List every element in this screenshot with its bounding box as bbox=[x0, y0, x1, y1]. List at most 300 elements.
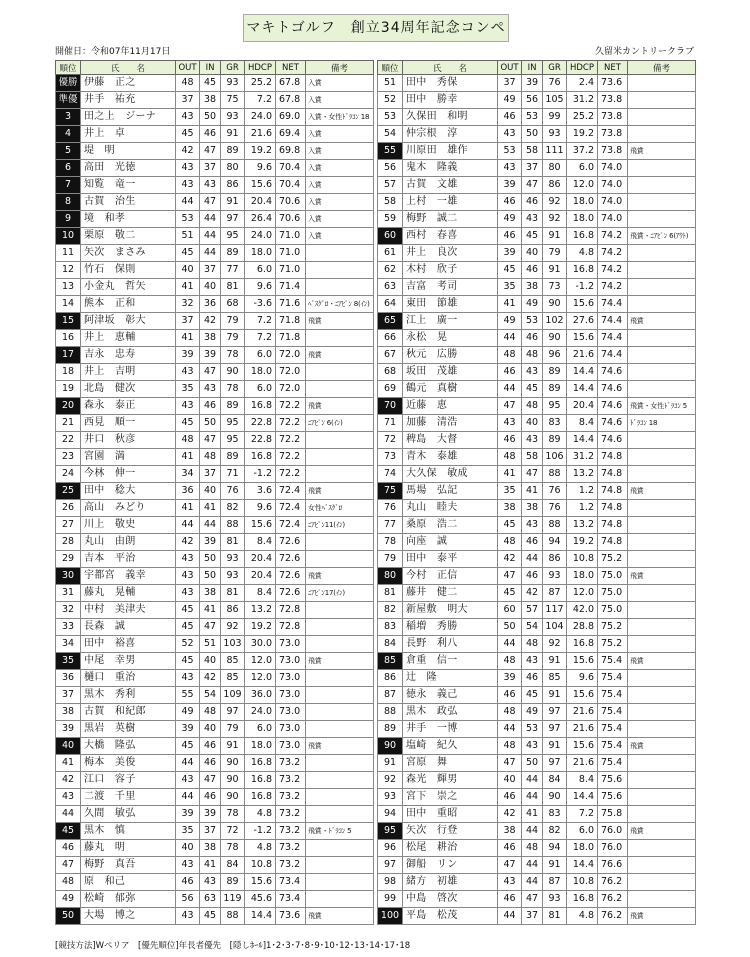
table-row bbox=[56, 653, 374, 670]
table-row bbox=[378, 75, 696, 92]
remarks bbox=[306, 449, 374, 466]
rank-cell: 53 bbox=[378, 109, 403, 126]
handicap: 25.2 bbox=[567, 109, 598, 126]
player-name: 江口 容子 bbox=[81, 772, 176, 789]
remarks: 入賞 bbox=[306, 160, 374, 177]
player-name: 藤井 健二 bbox=[403, 585, 498, 602]
net-score: 74.0 bbox=[598, 160, 628, 177]
rank-cell: 13 bbox=[56, 279, 81, 296]
in-score: 39 bbox=[522, 75, 543, 92]
net-score: 72.6 bbox=[276, 534, 306, 551]
remarks bbox=[306, 636, 374, 653]
out-score: 43 bbox=[176, 908, 200, 925]
handicap: 15.6 bbox=[245, 874, 276, 891]
gross-score: 89 bbox=[543, 364, 567, 381]
rank-cell: 69 bbox=[378, 381, 403, 398]
remarks bbox=[628, 891, 696, 908]
table-row bbox=[378, 483, 696, 500]
player-name: 宇都宮 義幸 bbox=[81, 568, 176, 585]
in-score: 47 bbox=[200, 143, 221, 160]
player-name: 長森 誠 bbox=[81, 619, 176, 636]
rank-cell: 59 bbox=[378, 211, 403, 228]
rank-cell: 33 bbox=[56, 619, 81, 636]
out-score: 44 bbox=[498, 908, 522, 925]
in-score: 46 bbox=[200, 789, 221, 806]
handicap: 15.6 bbox=[567, 687, 598, 704]
out-score: 52 bbox=[176, 636, 200, 653]
out-score: 38 bbox=[498, 500, 522, 517]
net-score: 74.0 bbox=[598, 194, 628, 211]
table-row bbox=[378, 194, 696, 211]
gross-score: 86 bbox=[543, 177, 567, 194]
net-score: 76.2 bbox=[598, 908, 628, 925]
table-row bbox=[56, 211, 374, 228]
rank-cell: 41 bbox=[56, 755, 81, 772]
remarks bbox=[306, 721, 374, 738]
gross-score: 92 bbox=[543, 211, 567, 228]
player-name: 馬場 弘記 bbox=[403, 483, 498, 500]
net-score: 71.6 bbox=[276, 296, 306, 313]
gross-score: 93 bbox=[221, 109, 245, 126]
rank-cell: 44 bbox=[56, 806, 81, 823]
table-row bbox=[378, 500, 696, 517]
rank-cell: 64 bbox=[378, 296, 403, 313]
remarks bbox=[628, 585, 696, 602]
player-name: 古賀 和紀郎 bbox=[81, 704, 176, 721]
in-score: 40 bbox=[200, 483, 221, 500]
gross-score: 87 bbox=[543, 585, 567, 602]
in-score: 48 bbox=[522, 636, 543, 653]
player-name: 樋口 重治 bbox=[81, 670, 176, 687]
remarks: 入賞 bbox=[306, 92, 374, 109]
handicap: 18.0 bbox=[567, 194, 598, 211]
col-header-name: 氏 名 bbox=[81, 61, 176, 75]
rank-cell: 29 bbox=[56, 551, 81, 568]
net-score: 73.0 bbox=[276, 670, 306, 687]
gross-score: 92 bbox=[221, 619, 245, 636]
in-score: 44 bbox=[200, 211, 221, 228]
handicap: 21.6 bbox=[567, 721, 598, 738]
out-score: 45 bbox=[176, 738, 200, 755]
net-score: 73.0 bbox=[276, 687, 306, 704]
rank-cell: 82 bbox=[378, 602, 403, 619]
out-score: 40 bbox=[176, 840, 200, 857]
gross-score: 90 bbox=[543, 330, 567, 347]
net-score: 72.0 bbox=[276, 347, 306, 364]
col-header-remarks: 備考 bbox=[306, 61, 374, 75]
handicap: 18.0 bbox=[245, 364, 276, 381]
table-row bbox=[56, 75, 374, 92]
player-name: 北島 健次 bbox=[81, 381, 176, 398]
out-score: 46 bbox=[498, 432, 522, 449]
rank-cell: 19 bbox=[56, 381, 81, 398]
gross-score: 71 bbox=[221, 466, 245, 483]
remarks bbox=[306, 364, 374, 381]
player-name: 田中 勝幸 bbox=[403, 92, 498, 109]
remarks bbox=[628, 466, 696, 483]
in-score: 50 bbox=[200, 568, 221, 585]
gross-score: 106 bbox=[543, 449, 567, 466]
gross-score: 90 bbox=[221, 364, 245, 381]
net-score: 75.0 bbox=[598, 568, 628, 585]
table-row bbox=[56, 296, 374, 313]
out-score: 39 bbox=[176, 806, 200, 823]
player-name: 倉重 信一 bbox=[403, 653, 498, 670]
remarks: ﾆｱﾋﾟﾝ17(ｲﾝ) bbox=[306, 585, 374, 602]
gross-score: 91 bbox=[543, 228, 567, 245]
remarks bbox=[628, 194, 696, 211]
player-name: 矢次 まさみ bbox=[81, 245, 176, 262]
remarks: 飛賞 bbox=[306, 347, 374, 364]
out-score: 44 bbox=[498, 381, 522, 398]
handicap: 14.4 bbox=[245, 908, 276, 925]
rank-cell: 55 bbox=[378, 143, 403, 160]
rank-cell: 35 bbox=[56, 653, 81, 670]
remarks bbox=[628, 551, 696, 568]
remarks bbox=[306, 806, 374, 823]
table-row bbox=[378, 857, 696, 874]
in-score: 37 bbox=[200, 262, 221, 279]
out-score: 56 bbox=[176, 891, 200, 908]
remarks: 飛賞・女性ﾄﾞﾗｺﾝ 5 bbox=[628, 398, 696, 415]
table-row bbox=[378, 755, 696, 772]
player-name: 高山 みどり bbox=[81, 500, 176, 517]
net-score: 72.4 bbox=[276, 483, 306, 500]
net-score: 76.2 bbox=[598, 874, 628, 891]
player-name: 川上 敬史 bbox=[81, 517, 176, 534]
out-score: 44 bbox=[176, 194, 200, 211]
held-date: 開催日：令和07年11月17日 bbox=[55, 47, 171, 57]
remarks: ﾆｱﾋﾟﾝ11(ｲﾝ) bbox=[306, 517, 374, 534]
remarks bbox=[306, 432, 374, 449]
player-name: 井手 一博 bbox=[403, 721, 498, 738]
net-score: 73.0 bbox=[276, 653, 306, 670]
table-row bbox=[56, 908, 374, 925]
remarks bbox=[306, 789, 374, 806]
remarks bbox=[628, 75, 696, 92]
table-row bbox=[56, 279, 374, 296]
player-name: 中村 美津夫 bbox=[81, 602, 176, 619]
gross-score: 97 bbox=[543, 704, 567, 721]
gross-score: 86 bbox=[221, 177, 245, 194]
out-score: 44 bbox=[176, 517, 200, 534]
in-score: 40 bbox=[522, 415, 543, 432]
in-score: 39 bbox=[200, 534, 221, 551]
in-score: 50 bbox=[200, 551, 221, 568]
player-name: 仲宗根 淳 bbox=[403, 126, 498, 143]
rank-cell: 73 bbox=[378, 449, 403, 466]
handicap: 45.6 bbox=[245, 891, 276, 908]
rank-cell: 77 bbox=[378, 517, 403, 534]
handicap: 18.0 bbox=[567, 211, 598, 228]
remarks: 入賞 bbox=[306, 211, 374, 228]
table-row bbox=[56, 194, 374, 211]
handicap: 3.6 bbox=[245, 483, 276, 500]
remarks bbox=[306, 874, 374, 891]
remarks bbox=[628, 619, 696, 636]
out-score: 45 bbox=[498, 585, 522, 602]
rank-cell: 10 bbox=[56, 228, 81, 245]
out-score: 43 bbox=[176, 109, 200, 126]
remarks: 飛賞 bbox=[306, 398, 374, 415]
table-row bbox=[378, 177, 696, 194]
table-row bbox=[56, 755, 374, 772]
gross-score: 73 bbox=[543, 279, 567, 296]
net-score: 75.0 bbox=[598, 602, 628, 619]
in-score: 46 bbox=[522, 670, 543, 687]
in-score: 44 bbox=[200, 517, 221, 534]
in-score: 37 bbox=[200, 823, 221, 840]
out-score: 43 bbox=[498, 160, 522, 177]
in-score: 53 bbox=[522, 313, 543, 330]
rank-cell: 84 bbox=[378, 636, 403, 653]
in-score: 41 bbox=[522, 806, 543, 823]
rank-cell: 92 bbox=[378, 772, 403, 789]
in-score: 46 bbox=[200, 126, 221, 143]
player-name: 塩崎 紀久 bbox=[403, 738, 498, 755]
player-name: 徳永 義己 bbox=[403, 687, 498, 704]
net-score: 76.6 bbox=[598, 857, 628, 874]
net-score: 67.8 bbox=[276, 75, 306, 92]
out-score: 49 bbox=[498, 211, 522, 228]
player-name: 吉永 忠寿 bbox=[81, 347, 176, 364]
in-score: 44 bbox=[522, 772, 543, 789]
col-header-remarks: 備考 bbox=[628, 61, 696, 75]
in-score: 44 bbox=[522, 874, 543, 891]
handicap: 21.6 bbox=[567, 347, 598, 364]
gross-score: 78 bbox=[221, 806, 245, 823]
gross-score: 96 bbox=[543, 347, 567, 364]
remarks bbox=[628, 670, 696, 687]
remarks bbox=[306, 670, 374, 687]
remarks bbox=[628, 704, 696, 721]
handicap: 13.2 bbox=[567, 466, 598, 483]
gross-score: 104 bbox=[543, 619, 567, 636]
rank-cell: 20 bbox=[56, 398, 81, 415]
in-score: 37 bbox=[522, 160, 543, 177]
out-score: 49 bbox=[498, 92, 522, 109]
gross-score: 83 bbox=[543, 415, 567, 432]
net-score: 74.6 bbox=[598, 364, 628, 381]
handicap: 1.2 bbox=[567, 483, 598, 500]
out-score: 43 bbox=[176, 364, 200, 381]
rank-cell: 56 bbox=[378, 160, 403, 177]
gross-score: 94 bbox=[543, 534, 567, 551]
player-name: 吉本 平治 bbox=[81, 551, 176, 568]
remarks bbox=[306, 466, 374, 483]
player-name: 梅本 美俊 bbox=[81, 755, 176, 772]
in-score: 48 bbox=[522, 347, 543, 364]
remarks bbox=[306, 534, 374, 551]
remarks bbox=[628, 347, 696, 364]
player-name: 森光 輝男 bbox=[403, 772, 498, 789]
out-score: 39 bbox=[498, 177, 522, 194]
in-score: 41 bbox=[200, 857, 221, 874]
net-score: 75.4 bbox=[598, 755, 628, 772]
remarks: 入賞・女性ﾄﾞﾗｺﾝ 18 bbox=[306, 109, 374, 126]
player-name: 田中 秀保 bbox=[403, 75, 498, 92]
gross-score: 97 bbox=[221, 704, 245, 721]
rank-cell: 47 bbox=[56, 857, 81, 874]
handicap: 18.0 bbox=[567, 568, 598, 585]
net-score: 72.4 bbox=[276, 500, 306, 517]
handicap: 14.4 bbox=[567, 789, 598, 806]
table-row bbox=[378, 143, 696, 160]
net-score: 73.0 bbox=[276, 704, 306, 721]
gross-score: 99 bbox=[543, 109, 567, 126]
out-score: 35 bbox=[176, 823, 200, 840]
net-score: 73.4 bbox=[276, 874, 306, 891]
out-score: 32 bbox=[176, 296, 200, 313]
handicap: 4.8 bbox=[567, 908, 598, 925]
in-score: 38 bbox=[522, 500, 543, 517]
rank-cell: 36 bbox=[56, 670, 81, 687]
handicap: 22.8 bbox=[245, 415, 276, 432]
out-score: 48 bbox=[498, 738, 522, 755]
in-score: 38 bbox=[522, 279, 543, 296]
table-row bbox=[56, 262, 374, 279]
in-score: 50 bbox=[200, 415, 221, 432]
gross-score: 97 bbox=[543, 755, 567, 772]
gross-score: 80 bbox=[543, 160, 567, 177]
handicap: 28.8 bbox=[567, 619, 598, 636]
rank-cell: 42 bbox=[56, 772, 81, 789]
in-score: 56 bbox=[522, 92, 543, 109]
net-score: 73.2 bbox=[276, 789, 306, 806]
gross-score: 76 bbox=[543, 75, 567, 92]
table-row bbox=[378, 211, 696, 228]
rank-cell: 30 bbox=[56, 568, 81, 585]
gross-score: 82 bbox=[221, 500, 245, 517]
table-row bbox=[56, 466, 374, 483]
remarks: 飛賞 bbox=[628, 143, 696, 160]
handicap: 16.8 bbox=[245, 398, 276, 415]
in-score: 51 bbox=[200, 636, 221, 653]
player-name: 丸山 睦夫 bbox=[403, 500, 498, 517]
rank-cell: 9 bbox=[56, 211, 81, 228]
net-score: 69.0 bbox=[276, 109, 306, 126]
remarks bbox=[628, 687, 696, 704]
rank-cell: 90 bbox=[378, 738, 403, 755]
handicap: -1.2 bbox=[567, 279, 598, 296]
player-name: 長野 利八 bbox=[403, 636, 498, 653]
out-score: 46 bbox=[176, 874, 200, 891]
in-score: 37 bbox=[200, 160, 221, 177]
gross-score: 92 bbox=[543, 194, 567, 211]
remarks: 女性ﾍﾞｽｸﾞﾛ bbox=[306, 500, 374, 517]
remarks bbox=[306, 602, 374, 619]
col-header-net: NET bbox=[276, 61, 306, 75]
table-row bbox=[378, 160, 696, 177]
net-score: 70.4 bbox=[276, 177, 306, 194]
out-score: 42 bbox=[498, 551, 522, 568]
remarks: 入賞 bbox=[306, 75, 374, 92]
player-name: 古賀 文雄 bbox=[403, 177, 498, 194]
in-score: 44 bbox=[200, 228, 221, 245]
header-row bbox=[56, 61, 374, 75]
handicap: 9.6 bbox=[245, 160, 276, 177]
remarks bbox=[628, 279, 696, 296]
net-score: 73.0 bbox=[276, 636, 306, 653]
header-row bbox=[378, 61, 696, 75]
net-score: 73.0 bbox=[276, 721, 306, 738]
gross-score: 79 bbox=[221, 330, 245, 347]
handicap: 7.2 bbox=[567, 806, 598, 823]
in-score: 49 bbox=[522, 296, 543, 313]
table-row bbox=[378, 585, 696, 602]
out-score: 43 bbox=[176, 670, 200, 687]
table-row bbox=[56, 245, 374, 262]
rank-cell: 25 bbox=[56, 483, 81, 500]
gross-score: 93 bbox=[221, 551, 245, 568]
table-row bbox=[56, 228, 374, 245]
net-score: 74.6 bbox=[598, 381, 628, 398]
player-name: 竹石 保則 bbox=[81, 262, 176, 279]
out-score: 44 bbox=[176, 789, 200, 806]
handicap: 21.6 bbox=[567, 755, 598, 772]
in-score: 40 bbox=[522, 245, 543, 262]
gross-score: 91 bbox=[543, 857, 567, 874]
remarks: 飛賞 bbox=[306, 653, 374, 670]
remarks bbox=[628, 602, 696, 619]
gross-score: 90 bbox=[543, 296, 567, 313]
net-score: 72.2 bbox=[276, 449, 306, 466]
rank-cell: 71 bbox=[378, 415, 403, 432]
handicap: 9.6 bbox=[245, 279, 276, 296]
table-row bbox=[56, 602, 374, 619]
table-row bbox=[56, 738, 374, 755]
player-name: 井手 祐充 bbox=[81, 92, 176, 109]
in-score: 41 bbox=[200, 500, 221, 517]
col-header-out: OUT bbox=[176, 61, 200, 75]
player-name: 御船 リン bbox=[403, 857, 498, 874]
rank-cell: 85 bbox=[378, 653, 403, 670]
table-row bbox=[378, 602, 696, 619]
out-score: 53 bbox=[498, 143, 522, 160]
remarks bbox=[628, 364, 696, 381]
handicap: 16.8 bbox=[245, 449, 276, 466]
net-score: 75.4 bbox=[598, 738, 628, 755]
remarks bbox=[628, 296, 696, 313]
handicap: 13.2 bbox=[245, 602, 276, 619]
in-score: 47 bbox=[522, 891, 543, 908]
gross-score: 95 bbox=[221, 432, 245, 449]
net-score: 74.6 bbox=[598, 432, 628, 449]
rank-cell: 27 bbox=[56, 517, 81, 534]
player-name: 今村 正信 bbox=[403, 568, 498, 585]
net-score: 72.2 bbox=[276, 415, 306, 432]
out-score: 46 bbox=[498, 194, 522, 211]
net-score: 72.4 bbox=[276, 517, 306, 534]
table-row bbox=[56, 347, 374, 364]
handicap: 2.4 bbox=[567, 75, 598, 92]
net-score: 74.8 bbox=[598, 483, 628, 500]
gross-score: 92 bbox=[543, 636, 567, 653]
rank-cell: 23 bbox=[56, 449, 81, 466]
in-score: 48 bbox=[200, 704, 221, 721]
out-score: 44 bbox=[498, 636, 522, 653]
player-name: 田中 稔大 bbox=[81, 483, 176, 500]
table-row bbox=[378, 126, 696, 143]
rank-cell: 優勝 bbox=[56, 75, 81, 92]
handicap: 6.0 bbox=[245, 721, 276, 738]
handicap: 31.2 bbox=[567, 449, 598, 466]
gross-score: 86 bbox=[543, 551, 567, 568]
rank-cell: 60 bbox=[378, 228, 403, 245]
in-score: 37 bbox=[522, 908, 543, 925]
handicap: 36.0 bbox=[245, 687, 276, 704]
handicap: 16.8 bbox=[245, 755, 276, 772]
